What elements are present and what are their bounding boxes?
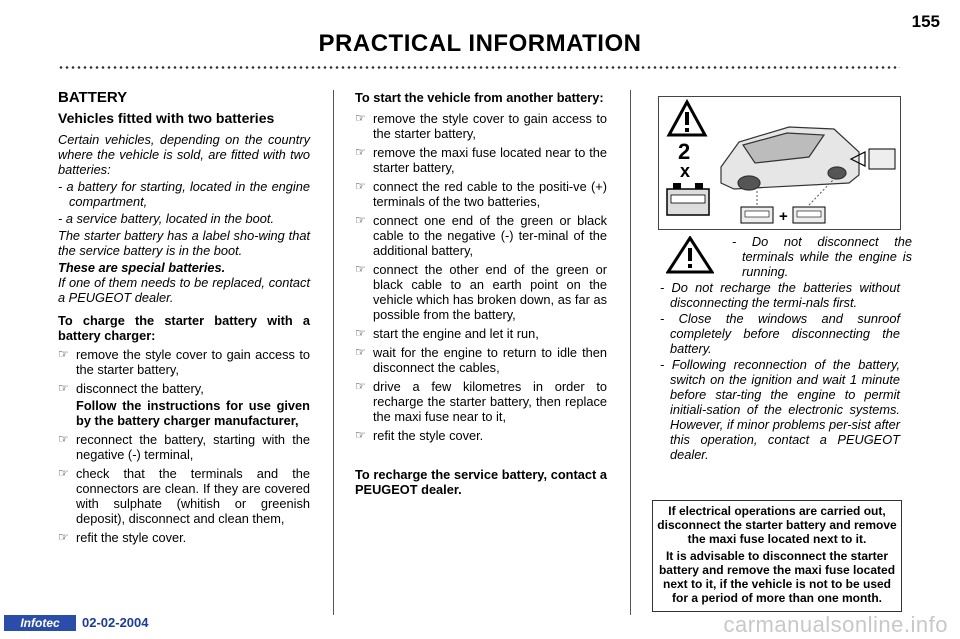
battery-count: 2 <box>678 139 691 164</box>
battery-column <box>58 90 310 549</box>
step-item: ☞ connect one end of the green or black cable to the negative (-) ter-minal of the additional battery, <box>355 213 607 258</box>
battery-icon <box>667 183 709 215</box>
footer-date: 02-02-2004 <box>82 615 149 630</box>
dotted-divider <box>58 66 900 69</box>
pointing-hand-icon: ☞ <box>355 262 366 276</box>
car-battery-diagram <box>659 97 900 229</box>
info-box <box>652 500 902 612</box>
step-item: ☞ reconnect the battery, starting with the negative (-) terminal, <box>58 432 310 462</box>
info-paragraph: It is advisable to disconnect the starter battery and remove the maxi fuse located next to it, if the vehicle is not to be used for a period of more than one month. <box>658 549 896 605</box>
warning-list <box>652 280 900 463</box>
pointing-hand-icon: ☞ <box>355 326 366 340</box>
step-item: ☞ wait for the engine to return to idle then disconnect the cables, <box>355 345 607 375</box>
step-item: ☞ connect the red cable to the positi-ve (+) terminals of the two batteries, <box>355 179 607 209</box>
two-batteries-subheading: Vehicles fitted with two batteries <box>58 110 275 126</box>
step-item: ☞ remove the style cover to gain access to the starter battery, <box>58 347 310 377</box>
warning-item: - Do not recharge the batteries without disconnecting the termi-nals first. <box>660 280 900 310</box>
jump-start-column <box>355 90 607 499</box>
pointing-hand-icon: ☞ <box>355 213 366 227</box>
step-item: ☞ remove the maxi fuse located near to the starter battery, <box>355 145 607 175</box>
service-battery-note: To recharge the service battery, contact a PEUGEOT dealer. <box>355 467 607 497</box>
battery-icon <box>741 207 773 223</box>
column-rule <box>333 90 334 615</box>
pointing-hand-icon: ☞ <box>355 379 366 393</box>
pointing-hand-icon: ☞ <box>355 345 366 359</box>
pointing-hand-icon: ☞ <box>355 145 366 159</box>
pointing-hand-icon: ☞ <box>58 381 69 395</box>
step-item: ☞ drive a few kilometres in order to recharge the starter battery, then replace the maxi fuse near to it, <box>355 379 607 424</box>
warning-item: - Close the windows and sunroof completely before disconnecting the battery. <box>660 311 900 356</box>
boot-detail-icon <box>869 149 895 169</box>
step-item: ☞ connect the other end of the green or black cable to an earth point on the vehicle which has broken down, as far as possible from the battery, <box>355 262 607 322</box>
pointing-hand-icon: ☞ <box>355 111 366 125</box>
battery-heading: BATTERY <box>58 89 128 106</box>
special-batteries-note: These are special batteries. <box>58 260 226 275</box>
infotec-logo: Infotec <box>4 615 76 631</box>
follow-instructions-note: Follow the instructions for use given by the battery charger manufacturer, <box>76 398 310 428</box>
replacement-note: If one of them needs to be replaced, contact a PEUGEOT dealer. <box>58 275 310 305</box>
step-item: ☞ remove the style cover to gain access to the starter battery, <box>355 111 607 141</box>
step-item: ☞ start the engine and let it run, <box>355 326 539 341</box>
intro-text: Certain vehicles, depending on the country where the vehicle is sold, are fitted with two batteries: <box>58 132 310 177</box>
warning-triangle-icon <box>669 102 705 135</box>
charge-heading: To charge the starter battery with a battery charger: <box>58 313 310 343</box>
column-rule <box>630 90 631 615</box>
step-item: ☞ check that the terminals and the connectors are clean. If they are covered with sulphate (whitish or greenish deposit), disconnect and clean them, <box>58 466 310 526</box>
watermark: carmanualsonline.info <box>723 612 948 637</box>
two-batteries-illustration <box>658 96 901 230</box>
pointing-hand-icon: ☞ <box>355 179 366 193</box>
step-item: ☞ refit the style cover. <box>58 530 187 545</box>
warning-triangle-icon <box>666 236 714 274</box>
dash-item: - a battery for starting, located in the engine compartment, <box>58 179 310 209</box>
pointing-hand-icon: ☞ <box>355 428 366 442</box>
pointing-hand-icon: ☞ <box>58 530 69 544</box>
times-sign: x <box>680 161 691 181</box>
warning-item: - Following reconnection of the battery, switch on the ignition and wait 1 minute before star-ting the engine to permit initiali-sation of the electronic systems. However, if minor problems per-sist after this operation, contact a PEUGEOT dealer. <box>660 357 900 462</box>
pointing-hand-icon: ☞ <box>58 466 69 480</box>
page-title: PRACTICAL INFORMATION <box>318 30 642 57</box>
pointing-hand-icon: ☞ <box>58 347 69 361</box>
dash-item: - a service battery, located in the boot. <box>58 211 275 226</box>
car-icon <box>721 127 859 190</box>
step-item: ☞ refit the style cover. <box>355 428 484 443</box>
plus-sign: + <box>779 208 788 225</box>
warning-block <box>652 232 912 492</box>
label-note: The starter battery has a label sho-wing that the service battery is in the boot. <box>58 228 310 258</box>
page-number: 155 <box>911 12 940 31</box>
warning-item: - Do not disconnect the terminals while the engine is running. <box>732 234 912 279</box>
jump-start-heading: To start the vehicle from another battery: <box>355 90 604 105</box>
battery-icon <box>793 207 825 223</box>
pointing-hand-icon: ☞ <box>58 432 69 446</box>
info-paragraph: If electrical operations are carried out, disconnect the starter battery and remove the maxi fuse located next to it. <box>657 504 897 546</box>
step-item: ☞ disconnect the battery, <box>58 381 204 396</box>
